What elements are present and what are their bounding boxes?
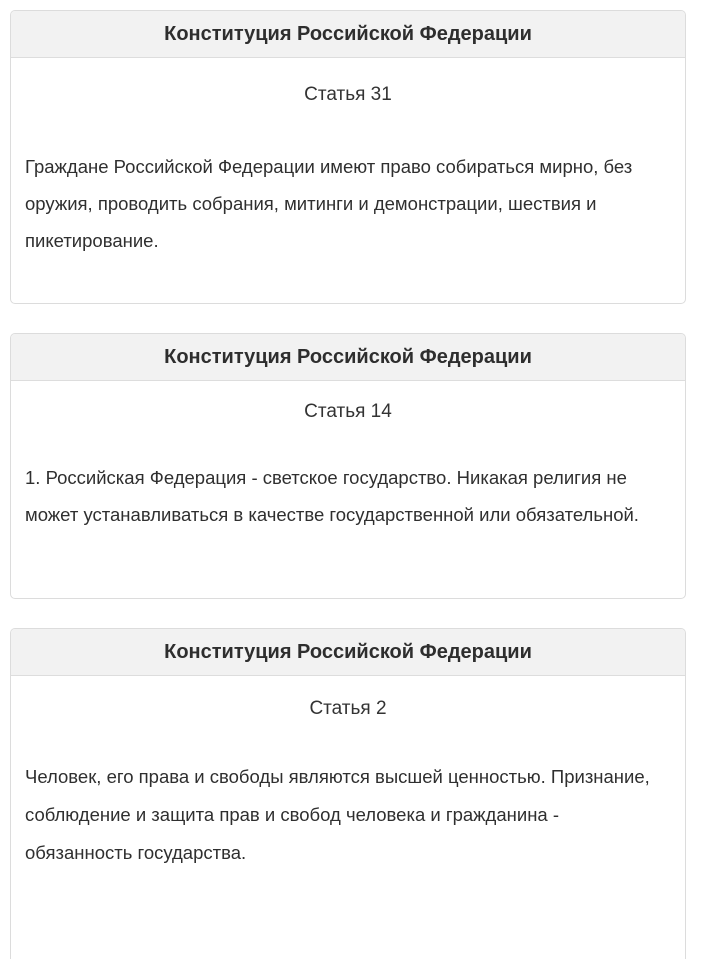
article-text: 1. Российская Федерация - светское государство. Никакая религия не может устанавливаться в качестве государственной или обязательной. [25,467,639,525]
article-text: Человек, его права и свободы являются высшей ценностью. Признание, соблюдение и защита прав и свобод человека и гражданина - обязанность государства. [25,766,650,863]
card-body [11,84,685,259]
article-number: Статья 31 [304,84,392,105]
article-text: Граждане Российской Федерации имеют право собираться мирно, без оружия, проводить собрания, митинги и демонстрации, шествия и пикетирование. [25,156,633,251]
card-header: Конституция Российской Федерации [11,334,685,381]
card-header: Конституция Российской Федерации [11,629,685,676]
article-number: Статья 14 [304,401,392,422]
article-number: Статья 2 [309,698,387,719]
card-header: Конституция Российской Федерации [11,11,685,58]
constitution-card-article-14 [10,333,686,599]
card-body [11,401,685,533]
constitution-card-article-31 [10,10,686,304]
constitution-card-article-2 [10,628,686,959]
card-body [11,698,685,872]
